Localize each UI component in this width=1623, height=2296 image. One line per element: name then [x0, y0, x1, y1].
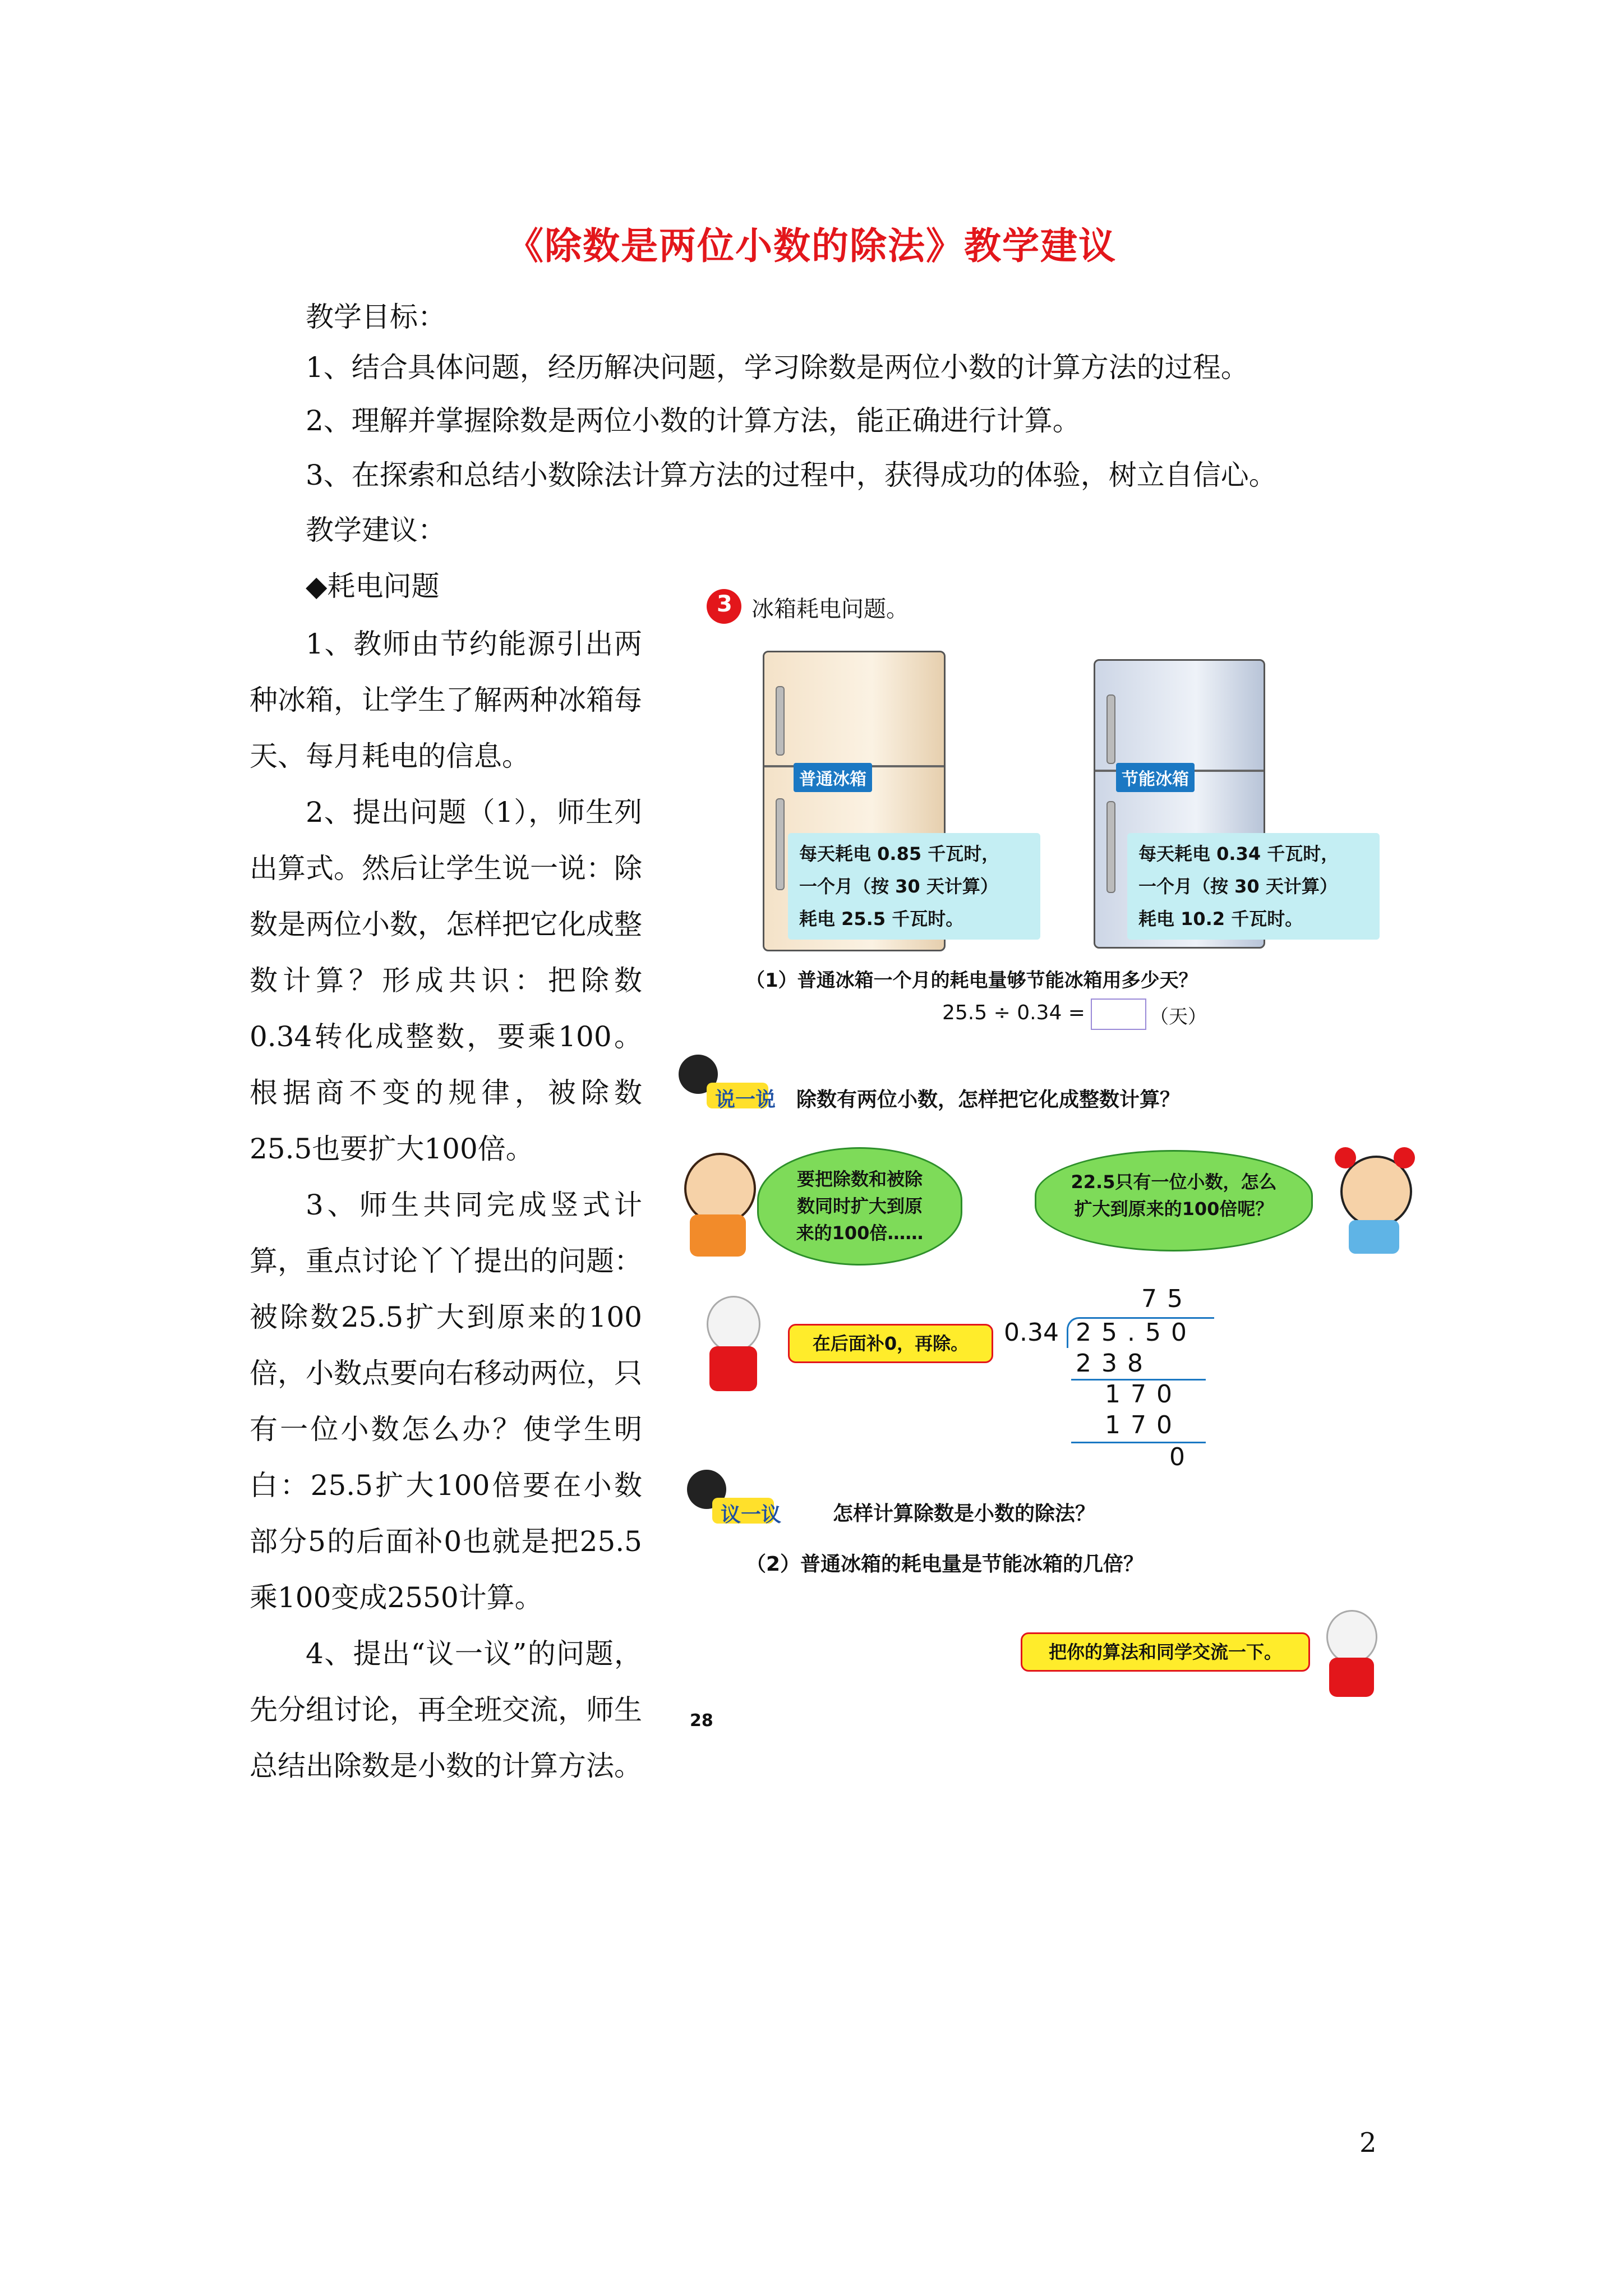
- section-heading: ◆耗电问题: [306, 570, 440, 602]
- say-label: 说一说: [715, 1088, 776, 1111]
- boy-avatar: [684, 1153, 756, 1225]
- rabbit-body: [709, 1346, 757, 1391]
- page-number: 2: [1359, 2127, 1377, 2159]
- division-step: 170: [1105, 1411, 1182, 1439]
- girl-hair-bow: [1394, 1147, 1415, 1168]
- division-step: 170: [1105, 1380, 1182, 1409]
- discuss-label: 议一议: [721, 1503, 782, 1526]
- division-dividend: 25.50: [1076, 1318, 1197, 1347]
- suggestion-column: [250, 616, 642, 1794]
- discuss-question: 怎样计算除数是小数的除法？: [833, 1502, 1096, 1525]
- suggestion-paragraph: 4、提出“议一议”的问题，先分组讨论，再全班交流，师生总结出除数是小数的计算方法。: [250, 1637, 642, 1782]
- girl-speech-bubble: 22.5只有一位小数，怎么 扩大到原来的100倍呢？: [1035, 1150, 1313, 1251]
- problem-number: 3: [717, 591, 732, 617]
- goal-item: 2、理解并掌握除数是两位小数的计算方法，能正确进行计算。: [306, 404, 1081, 437]
- rabbit-avatar: [707, 1296, 760, 1352]
- suggest-heading: 教学建议：: [306, 514, 446, 546]
- share-prompt-box: 把你的算法和同学交流一下。: [1021, 1632, 1310, 1672]
- saving-fridge-label: 节能冰箱: [1116, 763, 1195, 792]
- normal-fridge-info: 每天耗电 0.85 千瓦时， 一个月（按 30 天计算） 耗电 25.5 千瓦时。: [788, 833, 1040, 940]
- suggestion-paragraph: 2、提出问题（1），师生列出算式。然后让学生说一说：除数是两位小数，怎样把它化成整数计算？形成共识：把除数0.34转化成整数，要乘100。根据商不变的规律，被除数25.5也要扩大100倍。: [250, 796, 642, 1165]
- say-question: 除数有两位小数，怎样把它化成整数计算？: [796, 1088, 1181, 1111]
- rabbit-body: [1329, 1658, 1374, 1697]
- division-quotient: 75: [1141, 1285, 1193, 1313]
- boy-speech-bubble: 要把除数和被除 数同时扩大到原 来的100倍……: [757, 1147, 962, 1266]
- hint-box: 在后面补0，再除。: [788, 1324, 993, 1363]
- answer-box: [1091, 999, 1146, 1030]
- problem-title: 冰箱耗电问题。: [751, 596, 909, 622]
- suggestion-paragraph: 1、教师由节约能源引出两种冰箱，让学生了解两种冰箱每天、每月耗电的信息。: [250, 628, 642, 772]
- girl-hair-bow: [1335, 1147, 1356, 1168]
- rabbit-avatar: [1326, 1610, 1377, 1664]
- page-title: 《除数是两位小数的除法》教学建议: [506, 224, 1117, 268]
- goal-item: 1、结合具体问题，经历解决问题，学习除数是两位小数的计算方法的过程。: [306, 351, 1249, 384]
- division-remainder: 0: [1169, 1443, 1195, 1471]
- goal-item: 3、在探索和总结小数除法计算方法的过程中，获得成功的体验，树立自信心。: [306, 459, 1277, 491]
- question-2: （2）普通冰箱的耗电量是节能冰箱的几倍？: [746, 1553, 1144, 1576]
- goals-heading: 教学目标：: [306, 301, 446, 333]
- division-divisor: 0.34: [1004, 1318, 1059, 1347]
- equation-unit: （天）: [1150, 1006, 1207, 1028]
- textbook-figure: [667, 567, 1469, 1745]
- book-page-number: 28: [690, 1711, 713, 1731]
- saving-fridge-info: 每天耗电 0.34 千瓦时， 一个月（按 30 天计算） 耗电 10.2 千瓦时。: [1127, 833, 1380, 940]
- equation: 25.5 ÷ 0.34 =: [942, 1001, 1085, 1024]
- question-1: （1）普通冰箱一个月的耗电量够节能冰箱用多少天？: [746, 969, 1198, 992]
- boy-shirt: [690, 1214, 746, 1257]
- division-step: 238: [1076, 1349, 1153, 1378]
- normal-fridge-label: 普通冰箱: [794, 763, 872, 792]
- suggestion-paragraph: 3、师生共同完成竖式计算，重点讨论丫丫提出的问题：被除数25.5扩大到原来的100倍，小数点要向右移动两位，只有一位小数怎么办？使学生明白：25.5扩大100倍要在小数部分5的后面补0也就是把25.5乘100变成2550计算。: [250, 1189, 642, 1614]
- girl-shirt: [1349, 1220, 1399, 1254]
